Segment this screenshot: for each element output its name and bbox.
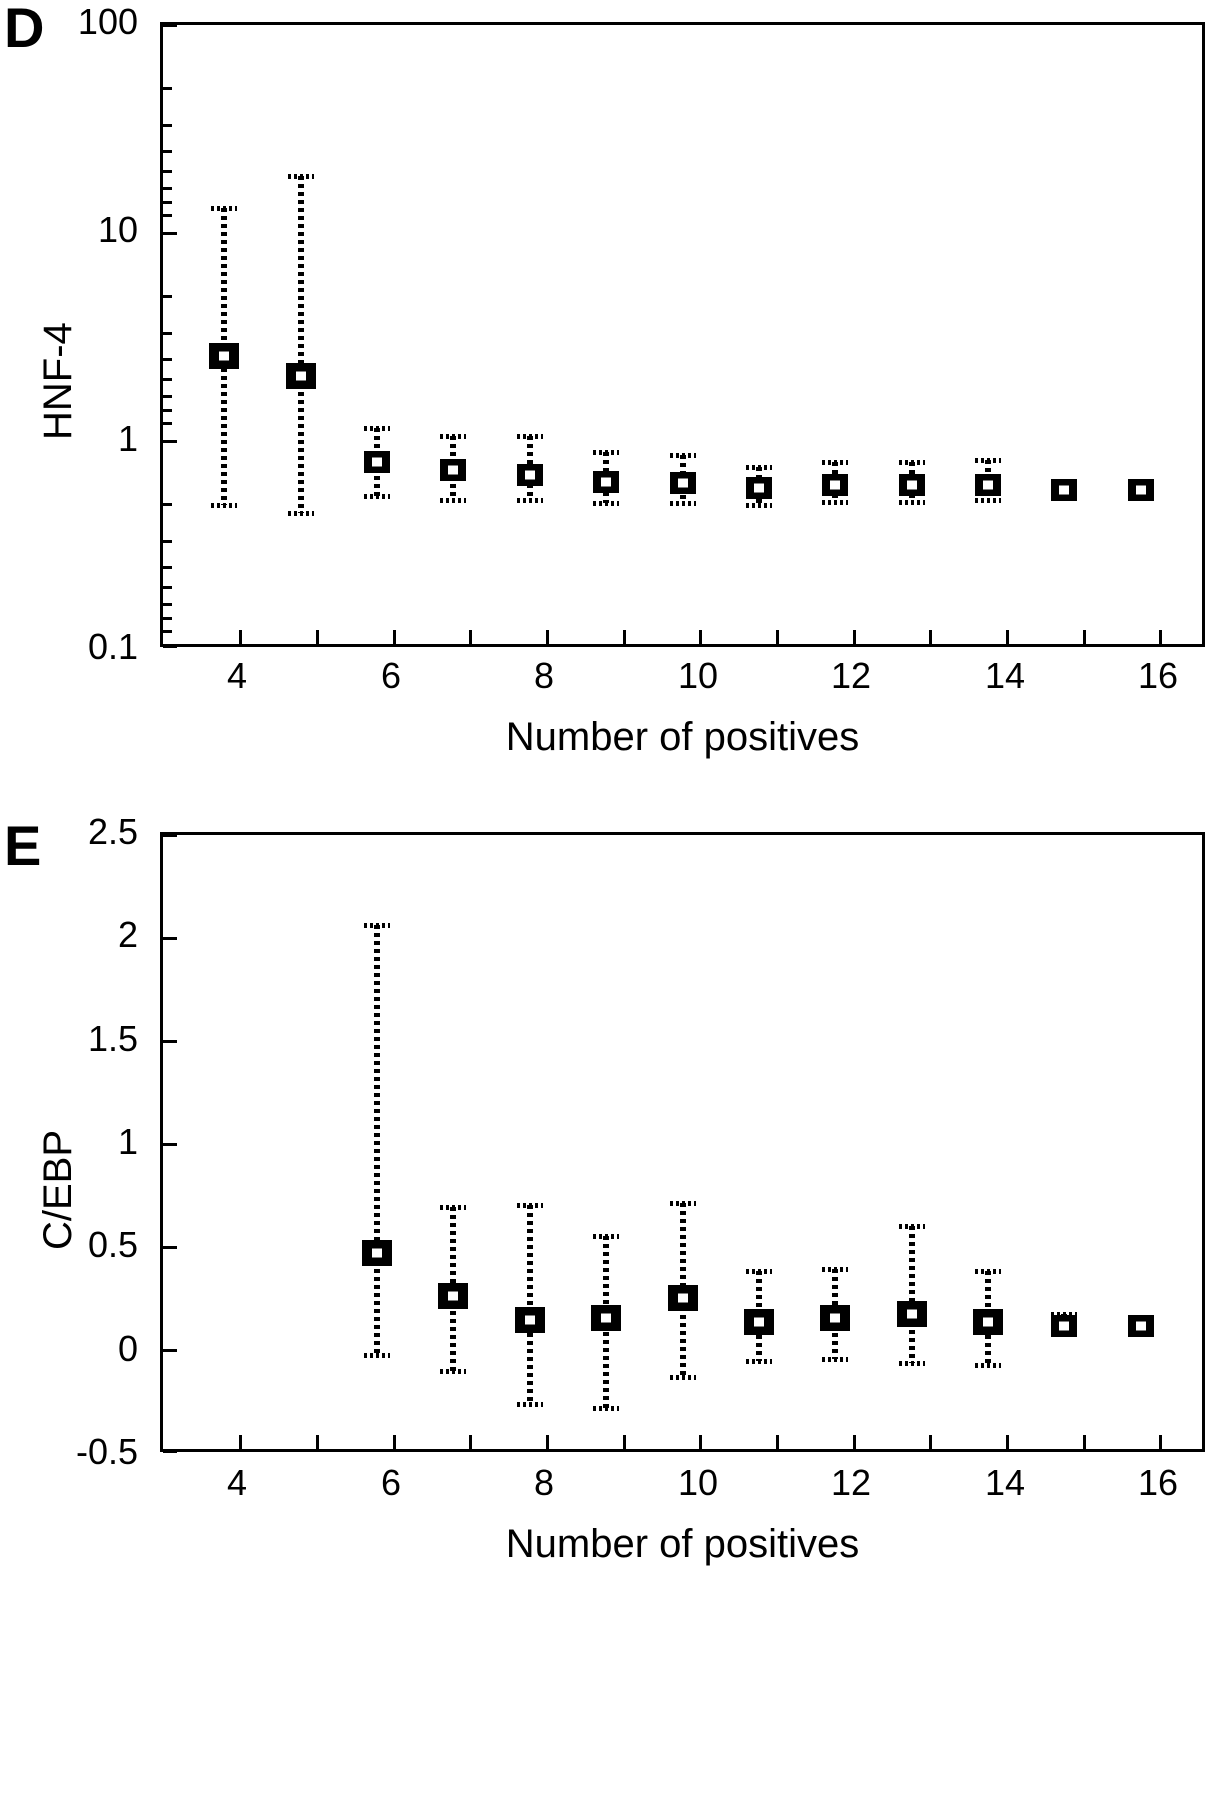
y-tick-label: 0: [117, 1328, 138, 1369]
data-series-D: [163, 25, 1202, 644]
data-point: [515, 1307, 545, 1333]
x-tick-label: 6: [380, 655, 402, 696]
error-bar-cap: [517, 498, 543, 503]
error-bar-cap: [975, 1269, 1001, 1274]
error-bar: [298, 176, 304, 513]
error-bar-cap: [440, 1369, 466, 1374]
y-tick-label: 0.1: [87, 626, 138, 667]
y-tick-label: 10: [97, 209, 138, 250]
data-point: [286, 363, 316, 389]
error-bar-cap: [670, 1201, 696, 1206]
data-point: [362, 1240, 392, 1266]
error-bar-cap: [899, 1224, 925, 1229]
error-bar: [909, 1226, 915, 1363]
data-point: [670, 472, 696, 494]
error-bar-cap: [899, 500, 925, 505]
error-bar-cap: [670, 501, 696, 506]
error-bar-cap: [975, 458, 1001, 463]
x-tick-label: 4: [226, 655, 248, 696]
error-bar-cap: [517, 1203, 543, 1208]
error-bar-cap: [746, 1359, 772, 1364]
y-tick-label: 2: [117, 914, 138, 955]
data-point: [746, 477, 772, 499]
error-bar-cap: [593, 450, 619, 455]
y-tick-label: 1: [117, 1121, 138, 1162]
data-series-E: [163, 835, 1202, 1449]
data-point: [820, 1305, 850, 1331]
error-bar-cap: [593, 1234, 619, 1239]
error-bar-cap: [670, 453, 696, 458]
error-bar-cap: [364, 494, 390, 499]
x-tick-label: 12: [830, 655, 872, 696]
error-bar-cap: [288, 174, 314, 179]
data-point: [1051, 1315, 1077, 1337]
error-bar-cap: [440, 1205, 466, 1210]
data-point: [975, 474, 1001, 496]
error-bar-cap: [746, 503, 772, 508]
y-tick-label: 2.5: [87, 811, 138, 852]
error-bar-cap: [593, 501, 619, 506]
x-axis-ticks-E: [160, 1462, 1205, 1512]
x-tick-label: 16: [1137, 1462, 1179, 1503]
error-bar-cap: [517, 434, 543, 439]
data-point: [822, 474, 848, 496]
error-bar-cap: [288, 511, 314, 516]
x-tick-label: 6: [380, 1462, 402, 1503]
data-point: [1051, 479, 1077, 501]
error-bar-cap: [975, 1363, 1001, 1368]
x-axis-ticks-D: [160, 655, 1205, 705]
error-bar-cap: [670, 1375, 696, 1380]
y-tick-label: -0.5: [75, 1431, 138, 1472]
error-bar-cap: [975, 498, 1001, 503]
error-bar-cap: [899, 1361, 925, 1366]
chart-panel-D: [0, 0, 1215, 790]
error-bar-cap: [822, 460, 848, 465]
data-point: [973, 1309, 1003, 1335]
error-bar-cap: [593, 1406, 619, 1411]
y-tick-label: 0.5: [87, 1224, 138, 1265]
y-tick-label: 1.5: [87, 1018, 138, 1059]
x-tick-label: 14: [984, 1462, 1026, 1503]
data-point: [517, 464, 543, 486]
x-tick-label: 10: [677, 655, 719, 696]
error-bar-cap: [899, 460, 925, 465]
data-point: [364, 451, 390, 473]
x-tick-label: 16: [1137, 655, 1179, 696]
y-tick-mark: [163, 645, 177, 648]
error-bar: [374, 925, 380, 1355]
error-bar-cap: [822, 1267, 848, 1272]
y-axis-title-E: C/EBP: [36, 1129, 80, 1250]
y-tick-label: 100: [77, 1, 138, 42]
error-bar-cap: [822, 1357, 848, 1362]
error-bar-cap: [746, 1269, 772, 1274]
chart-panel-E: [0, 800, 1215, 1800]
y-axis-title-D: HNF-4: [36, 322, 80, 440]
panel-letter-D: D: [4, 0, 45, 59]
data-point: [668, 1285, 698, 1311]
data-point: [1128, 479, 1154, 501]
error-bar-cap: [440, 498, 466, 503]
x-tick-label: 10: [677, 1462, 719, 1503]
plot-area-E: [160, 832, 1205, 1452]
x-axis-title-D: Number of positives: [505, 715, 860, 759]
error-bar-cap: [440, 434, 466, 439]
data-point: [440, 459, 466, 481]
data-point: [899, 474, 925, 496]
error-bar: [527, 1205, 533, 1404]
data-point: [1128, 1315, 1154, 1337]
data-point: [897, 1301, 927, 1327]
x-tick-label: 8: [533, 655, 555, 696]
data-point: [209, 343, 239, 369]
error-bar-cap: [211, 503, 237, 508]
data-point: [744, 1309, 774, 1335]
error-bar-cap: [822, 500, 848, 505]
error-bar-cap: [517, 1402, 543, 1407]
data-point: [593, 471, 619, 493]
data-point: [438, 1283, 468, 1309]
error-bar-cap: [364, 923, 390, 928]
x-tick-label: 14: [984, 655, 1026, 696]
y-tick-mark: [163, 1450, 177, 1453]
y-tick-label: 1: [117, 418, 138, 459]
panel-letter-E: E: [4, 814, 42, 877]
x-axis-title-E: Number of positives: [505, 1522, 860, 1566]
data-point: [591, 1305, 621, 1331]
x-tick-label: 4: [226, 1462, 248, 1503]
plot-area-D: [160, 22, 1205, 647]
error-bar-cap: [364, 1353, 390, 1358]
error-bar-cap: [746, 465, 772, 470]
x-tick-label: 8: [533, 1462, 555, 1503]
error-bar-cap: [364, 426, 390, 431]
x-tick-label: 12: [830, 1462, 872, 1503]
error-bar-cap: [211, 206, 237, 211]
